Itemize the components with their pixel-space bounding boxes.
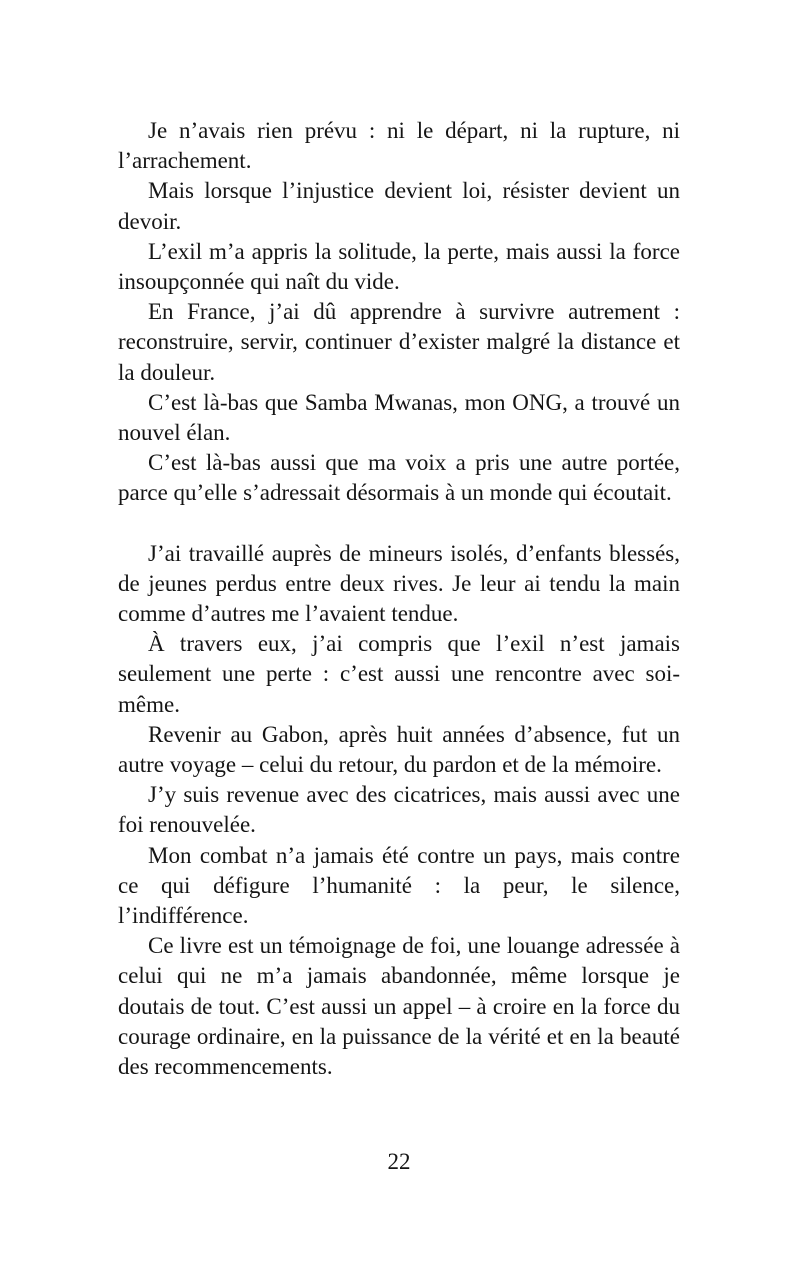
page-number: 22 — [387, 1149, 411, 1174]
paragraph: C’est là-bas que Samba Mwanas, mon ONG, a trouvé un nouvel élan. — [118, 389, 680, 446]
paragraph: En France, j’ai dû apprendre à survivre autrement : reconstruire, servir, continuer d’exister malgré la distance et la douleur. — [118, 299, 680, 385]
paragraph: L’exil m’a appris la solitude, la perte, mais aussi la force insoupçonnée qui naît du vide. — [118, 238, 680, 295]
paragraph: Revenir au Gabon, après huit années d’absence, fut un autre voyage – celui du retour, du pardon et de la mémoire. — [118, 721, 680, 778]
paragraph: À travers eux, j’ai compris que l’exil n’est jamais seulement une perte : c’est aussi une rencontre avec soi-même. — [118, 631, 680, 717]
paragraph: Mon combat n’a jamais été contre un pays, mais contre ce qui défigure l’humanité : la peur, le silence, l’indifférence. — [118, 842, 680, 929]
paragraph: C’est là-bas aussi que ma voix a pris une autre portée, parce qu’elle s’adressait désormais à un monde qui écoutait. — [118, 450, 680, 506]
paragraph: Je n’avais rien prévu : ni le départ, ni la rupture, ni l’arrachement. — [118, 118, 680, 174]
paragraph: J’ai travaillé auprès de mineurs isolés, d’enfants blessés, de jeunes perdus entre deux rives. Je leur ai tendu la main comme d’autres me l’avaient tendue. — [118, 540, 680, 627]
paragraph: Mais lorsque l’injustice devient loi, résister devient un devoir. — [118, 178, 680, 234]
body-text — [118, 116, 680, 1082]
paragraph: J’y suis revenue avec des cicatrices, mais aussi avec une foi renouvelée. — [118, 782, 680, 838]
paragraph: Ce livre est un témoignage de foi, une louange adressée à celui qui ne m’a jamais abandonnée, même lorsque je doutais de tout. C’est aussi un appel – à croire en la force du courage ordinaire, en la puissance de la vérité et en la beauté des recommencements. — [118, 933, 680, 1080]
section-break — [118, 509, 680, 539]
